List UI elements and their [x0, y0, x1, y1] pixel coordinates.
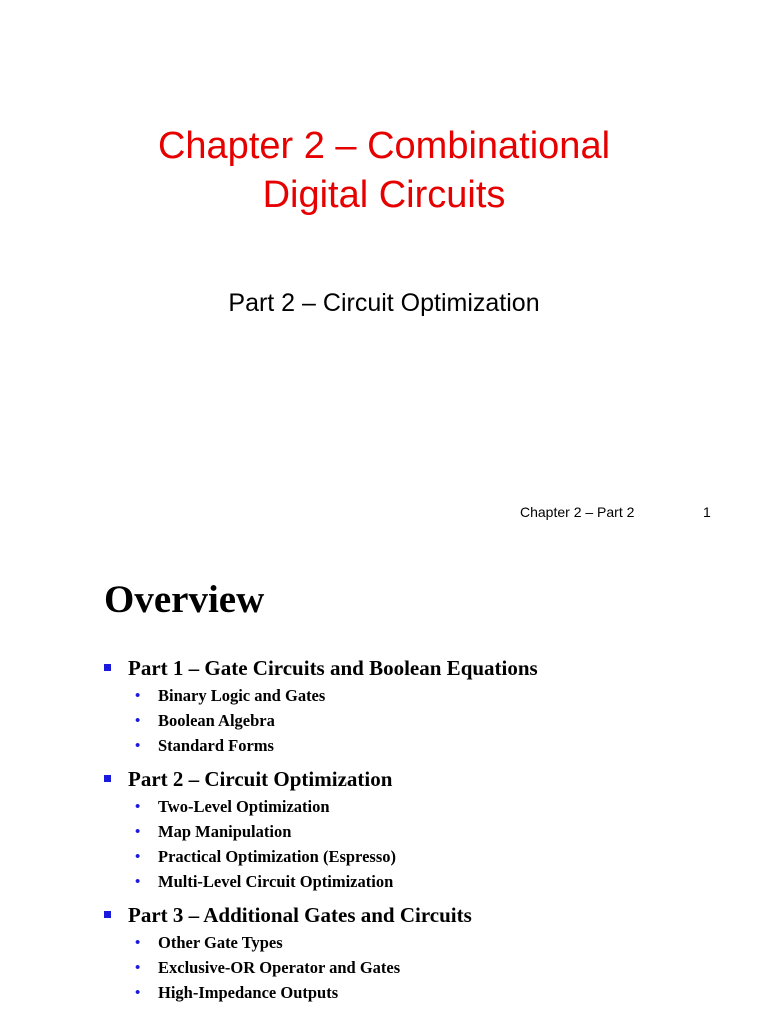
outline-sub-item	[0, 872, 768, 897]
outline-part-1	[0, 654, 768, 761]
slide-1-title-line-2: Digital Circuits	[262, 174, 506, 216]
outline-sub-label: Standard Forms	[158, 736, 274, 755]
slide-2	[0, 540, 768, 1024]
bullet-dot-icon: •	[135, 874, 141, 890]
outline-sub-label: Other Gate Types	[158, 933, 283, 952]
slide-2-title: Overview	[104, 578, 265, 621]
bullet-dot-icon: •	[135, 849, 141, 865]
blue-square-bullet-icon	[104, 775, 111, 782]
outline-part-label: Part 3 – Additional Gates and Circuits	[128, 903, 472, 927]
outline-sub-list	[0, 797, 768, 897]
outline-part-3	[0, 901, 768, 1008]
outline-sub-list	[0, 686, 768, 761]
slide-1-title-line-1: Chapter 2 – Combinational	[157, 125, 611, 167]
bullet-dot-icon: •	[135, 935, 141, 951]
outline-sub-item	[0, 686, 768, 711]
bullet-dot-icon: •	[135, 738, 141, 754]
outline-part-label: Part 2 – Circuit Optimization	[128, 767, 393, 791]
outline-sub-item	[0, 933, 768, 958]
bullet-dot-icon: •	[135, 688, 141, 704]
blue-square-bullet-icon	[104, 664, 111, 671]
outline-sub-item	[0, 736, 768, 761]
slide-1-subtitle: Part 2 – Circuit Optimization	[228, 289, 540, 317]
outline-sub-item	[0, 797, 768, 822]
slide-1-title	[0, 122, 768, 220]
slide-footer-label: Chapter 2 – Part 2	[520, 504, 635, 520]
outline-sub-item	[0, 983, 768, 1008]
outline-sub-label: Exclusive-OR Operator and Gates	[158, 958, 401, 977]
outline-sub-label: Binary Logic and Gates	[158, 686, 326, 705]
outline-sub-list	[0, 933, 768, 1008]
outline-sub-label: Two-Level Optimization	[158, 797, 330, 816]
outline-sub-item	[0, 958, 768, 983]
bullet-dot-icon: •	[135, 799, 141, 815]
bullet-dot-icon: •	[135, 960, 141, 976]
outline-sub-item	[0, 711, 768, 736]
outline-sub-item	[0, 822, 768, 847]
bullet-dot-icon: •	[135, 824, 141, 840]
bullet-dot-icon: •	[135, 985, 141, 1001]
bullet-dot-icon: •	[135, 713, 141, 729]
slide-page-number: 1	[703, 504, 711, 520]
outline-sub-label: Map Manipulation	[158, 822, 292, 841]
outline-sub-label: High-Impedance Outputs	[158, 983, 339, 1002]
outline-sub-label: Boolean Algebra	[158, 711, 275, 730]
blue-square-bullet-icon	[104, 911, 111, 918]
outline-part-2	[0, 765, 768, 897]
outline-sub-label: Multi-Level Circuit Optimization	[158, 872, 394, 891]
overview-outline	[0, 654, 768, 1012]
outline-part-label: Part 1 – Gate Circuits and Boolean Equations	[128, 656, 538, 680]
outline-sub-item	[0, 847, 768, 872]
outline-sub-label: Practical Optimization (Espresso)	[158, 847, 396, 866]
